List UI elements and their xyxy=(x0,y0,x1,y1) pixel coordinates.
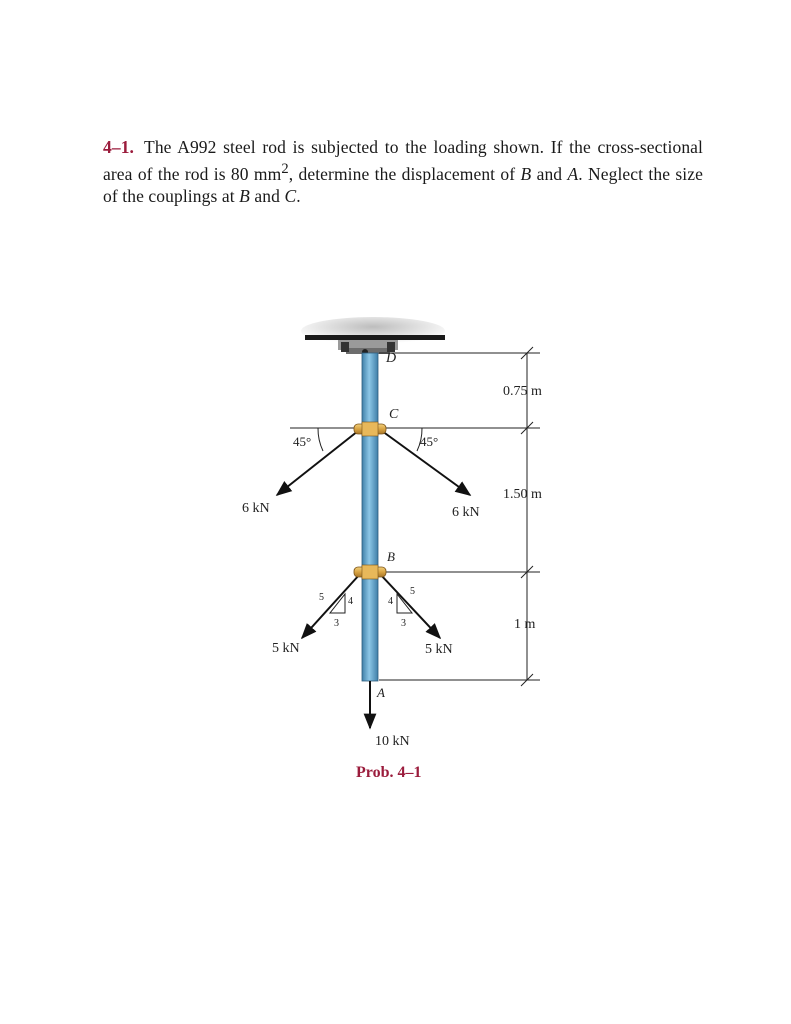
label-point-c: C xyxy=(389,407,399,422)
steel-rod xyxy=(362,353,378,681)
label-load-b-left: 5 kN xyxy=(272,641,300,656)
coupling-b xyxy=(354,565,386,579)
label-dimension-cb: 1.50 m xyxy=(503,487,542,502)
label-load-c-left: 6 kN xyxy=(242,501,270,516)
force-arrow-c-left xyxy=(277,431,358,495)
label-point-a: A xyxy=(377,685,385,700)
coupling-c xyxy=(354,422,386,436)
label-slope-right-rise: 4 xyxy=(388,596,393,607)
label-load-c-right: 6 kN xyxy=(452,505,480,520)
label-slope-left-run: 3 xyxy=(334,618,339,629)
ceiling-support xyxy=(301,317,445,355)
problem-number: 4–1. xyxy=(103,137,135,157)
label-load-a-down: 10 kN xyxy=(375,734,410,749)
label-point-b: B xyxy=(387,549,395,564)
label-slope-right-hyp: 5 xyxy=(410,586,415,597)
figure-caption: Prob. 4–1 xyxy=(356,764,422,781)
label-dimension-ba: 1 m xyxy=(514,617,536,632)
label-slope-right-run: 3 xyxy=(401,618,406,629)
angle-arc-left xyxy=(318,428,323,451)
label-point-d: D xyxy=(386,351,397,366)
label-load-b-right: 5 kN xyxy=(425,642,453,657)
label-angle-left: 45° xyxy=(293,434,312,449)
label-slope-left-hyp: 5 xyxy=(319,592,324,603)
label-angle-right: 45° xyxy=(420,434,439,449)
problem-statement: 4–1. The A992 steel rod is subjected to the loading shown. If the cross-sectional area of the rod is 80 $mm^2$, determine the displacement of B and A. Neglect the size of the couplings at B and C. xyxy=(103,137,703,206)
label-slope-left-rise: 4 xyxy=(348,596,353,607)
label-dimension-dc: 0.75 m xyxy=(503,384,542,399)
